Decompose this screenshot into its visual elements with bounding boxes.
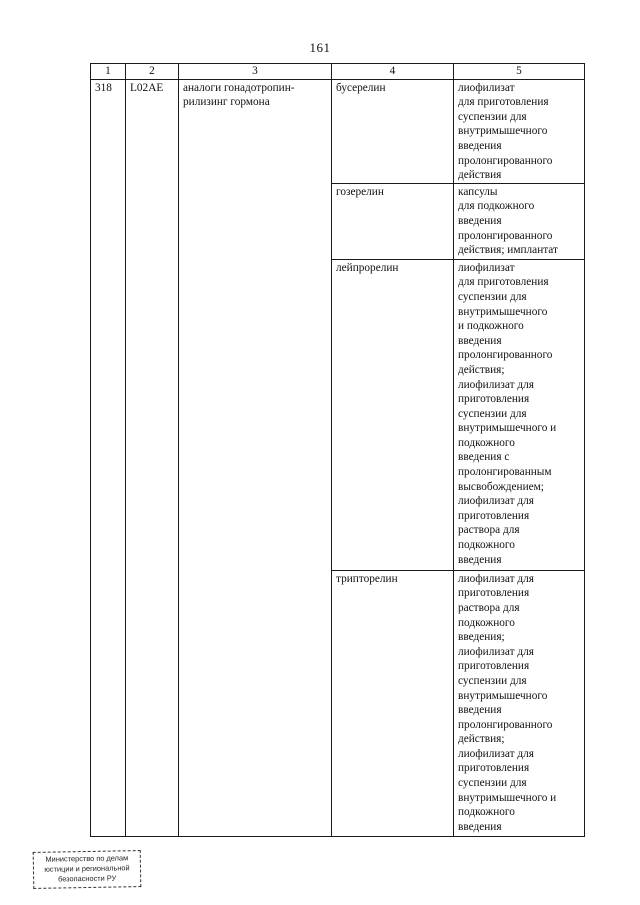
page-number: 161: [309, 40, 331, 55]
dosage-form-line: подкожного: [458, 806, 515, 819]
dosage-form-line: суспензии для: [458, 407, 527, 420]
dosage-form-line: капсулы: [458, 185, 498, 198]
dosage-form-line: раствора для: [458, 601, 520, 614]
drug-name-cell: бусерелин: [332, 79, 454, 183]
row-number-cell: 318: [91, 79, 126, 836]
stamp-line: Министерство по делам: [45, 853, 129, 864]
dosage-form-line: внутримышечного: [458, 125, 548, 138]
dosage-form-line: пролонгированного: [458, 154, 553, 167]
pharmacological-group-cell: [179, 79, 332, 836]
dosage-form-line: для приготовления: [458, 96, 549, 109]
table-row: [91, 79, 585, 183]
dosage-form-line: действия;: [458, 363, 505, 376]
dosage-form-line: суспензии для: [458, 290, 527, 303]
dosage-form-line: приготовления: [458, 509, 530, 522]
dosage-form-line: введения;: [458, 631, 505, 644]
dosage-form-line: введения: [458, 139, 502, 152]
dosage-form-line: внутримышечного: [458, 305, 548, 318]
dosage-form-line: приготовления: [458, 762, 530, 775]
dosage-form-line: лиофилизат для: [458, 495, 534, 508]
dosage-form-line: внутримышечного: [458, 689, 548, 702]
drug-name-cell: гозерелин: [332, 183, 454, 259]
stamp-line: юстиции и региональной: [44, 863, 130, 874]
dosage-form-line: действия: [458, 169, 502, 182]
dosage-form-line: введения: [458, 214, 502, 227]
dosage-form-line: лиофилизат: [458, 261, 515, 274]
dosage-form-line: раствора для: [458, 524, 520, 537]
dosage-form-cell: [454, 259, 585, 570]
dosage-form-line: приготовления: [458, 660, 530, 673]
group-name-line: аналоги гонадотропин-: [183, 81, 295, 94]
dosage-form-line: приготовления: [458, 393, 530, 406]
group-name-line: рилизинг гормона: [183, 96, 270, 109]
dosage-form-cell: [454, 79, 585, 183]
dosage-form-line: лиофилизат для: [458, 747, 534, 760]
dosage-form-line: высвобождением;: [458, 480, 544, 493]
dosage-form-line: введения с: [458, 451, 510, 464]
dosage-form-line: и подкожного: [458, 320, 524, 333]
dosage-form-line: действия; имплантат: [458, 244, 558, 257]
dosage-form-line: подкожного: [458, 436, 515, 449]
dosage-form-line: суспензии для: [458, 110, 527, 123]
dosage-form-line: подкожного: [458, 616, 515, 629]
drug-name-cell: лейпрорелин: [332, 259, 454, 570]
dosage-form-line: внутримышечного и: [458, 422, 557, 435]
dosage-form-line: лиофилизат для: [458, 572, 534, 585]
dosage-form-line: подкожного: [458, 539, 515, 552]
dosage-form-line: для приготовления: [458, 276, 549, 289]
dosage-form-line: пролонгированного: [458, 229, 553, 242]
ministry-stamp: [33, 850, 142, 889]
dosage-form-cell: [454, 183, 585, 259]
atc-code-cell: L02AE: [126, 79, 179, 836]
dosage-form-line: пролонгированным: [458, 466, 552, 479]
dosage-form-line: лиофилизат для: [458, 645, 534, 658]
dosage-form-line: введения: [458, 553, 502, 566]
dosage-form-line: для подкожного: [458, 200, 535, 213]
table-header-row: [91, 64, 585, 80]
dosage-form-line: приготовления: [458, 587, 530, 600]
column-header: 1: [91, 64, 126, 80]
dosage-form-line: лиофилизат для: [458, 378, 534, 391]
drug-name-cell: трипторелин: [332, 570, 454, 836]
dosage-form-line: суспензии для: [458, 674, 527, 687]
column-header: 3: [179, 64, 332, 80]
column-header: 5: [454, 64, 585, 80]
column-header: 4: [332, 64, 454, 80]
dosage-form-line: действия;: [458, 733, 505, 746]
dosage-form-line: внутримышечного и: [458, 791, 557, 804]
dosage-form-line: пролонгированного: [458, 718, 553, 731]
dosage-form-line: введения: [458, 704, 502, 717]
drug-table: [90, 63, 585, 837]
dosage-form-line: суспензии для: [458, 777, 527, 790]
dosage-form-line: лиофилизат: [458, 81, 515, 94]
dosage-form-cell: [454, 570, 585, 836]
column-header: 2: [126, 64, 179, 80]
dosage-form-line: введения: [458, 334, 502, 347]
dosage-form-line: введения: [458, 820, 502, 833]
dosage-form-line: пролонгированного: [458, 349, 553, 362]
stamp-line: безопасности РУ: [57, 873, 117, 884]
